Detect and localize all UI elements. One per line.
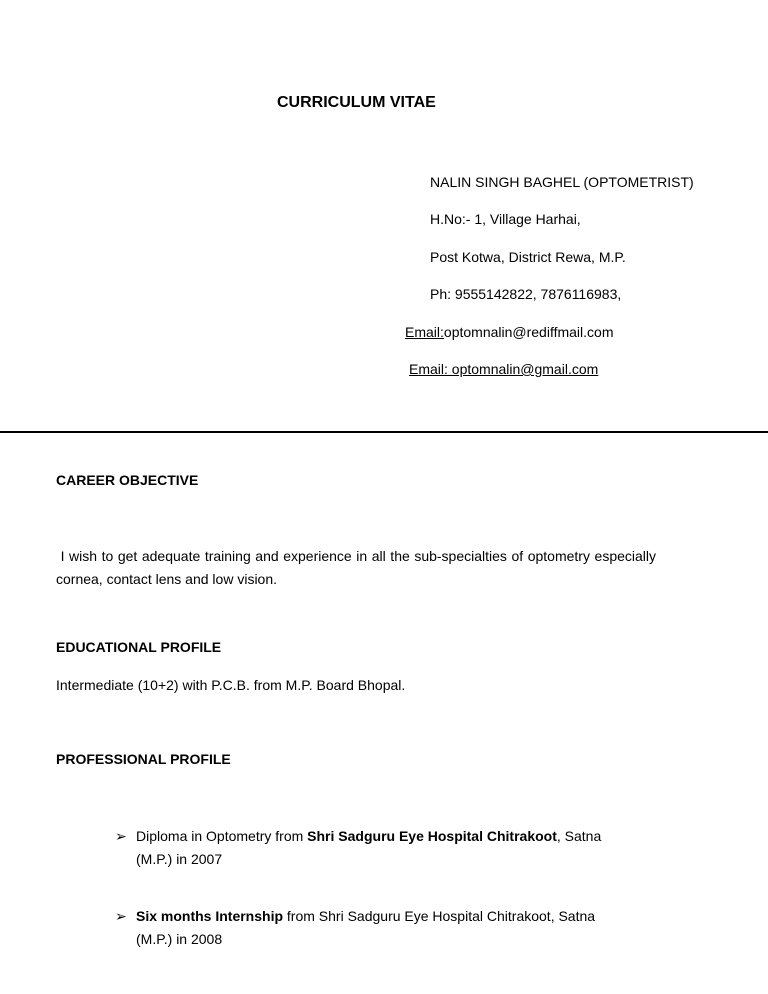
professional-profile-heading: PROFESSIONAL PROFILE	[56, 751, 231, 767]
email-line-2[interactable]: Email: optomnalin@gmail.com	[409, 361, 599, 377]
career-objective-heading: CAREER OBJECTIVE	[56, 472, 199, 488]
arrow-bullet-icon: ➢	[115, 828, 127, 844]
contact-name: NALIN SINGH BAGHEL (OPTOMETRIST)	[430, 174, 694, 190]
arrow-bullet-icon: ➢	[115, 908, 127, 924]
phone-number: Ph: 9555142822, 7876116983,	[430, 286, 622, 302]
career-objective-text: I wish to get adequate training and experience in all the sub-specialties of optometry especially cornea, contact lens and low vision.	[56, 548, 657, 587]
email-1-value[interactable]: optomnalin@rediffmail.com	[443, 324, 614, 340]
address-line-2: Post Kotwa, District Rewa, M.P.	[430, 249, 626, 265]
list-item: ➢ Six months Internship from Shri Sadguru Eye Hospital Chitrakoot, Satna (M.P.) in 2008	[115, 905, 675, 951]
header-divider	[0, 431, 768, 433]
educational-profile-heading: EDUCATIONAL PROFILE	[56, 639, 222, 655]
educational-profile-text: Intermediate (10+2) with P.C.B. from M.P. Board Bhopal.	[56, 677, 406, 693]
document-title: CURRICULUM VITAE	[277, 94, 436, 111]
email-line-1	[405, 324, 614, 340]
address-line-1: H.No:- 1, Village Harhai,	[430, 211, 581, 227]
email-1-label[interactable]: Email:	[405, 324, 444, 340]
list-item: ➢ Diploma in Optometry from Shri Sadguru Eye Hospital Chitrakoot, Satna (M.P.) in 2007	[115, 825, 675, 871]
